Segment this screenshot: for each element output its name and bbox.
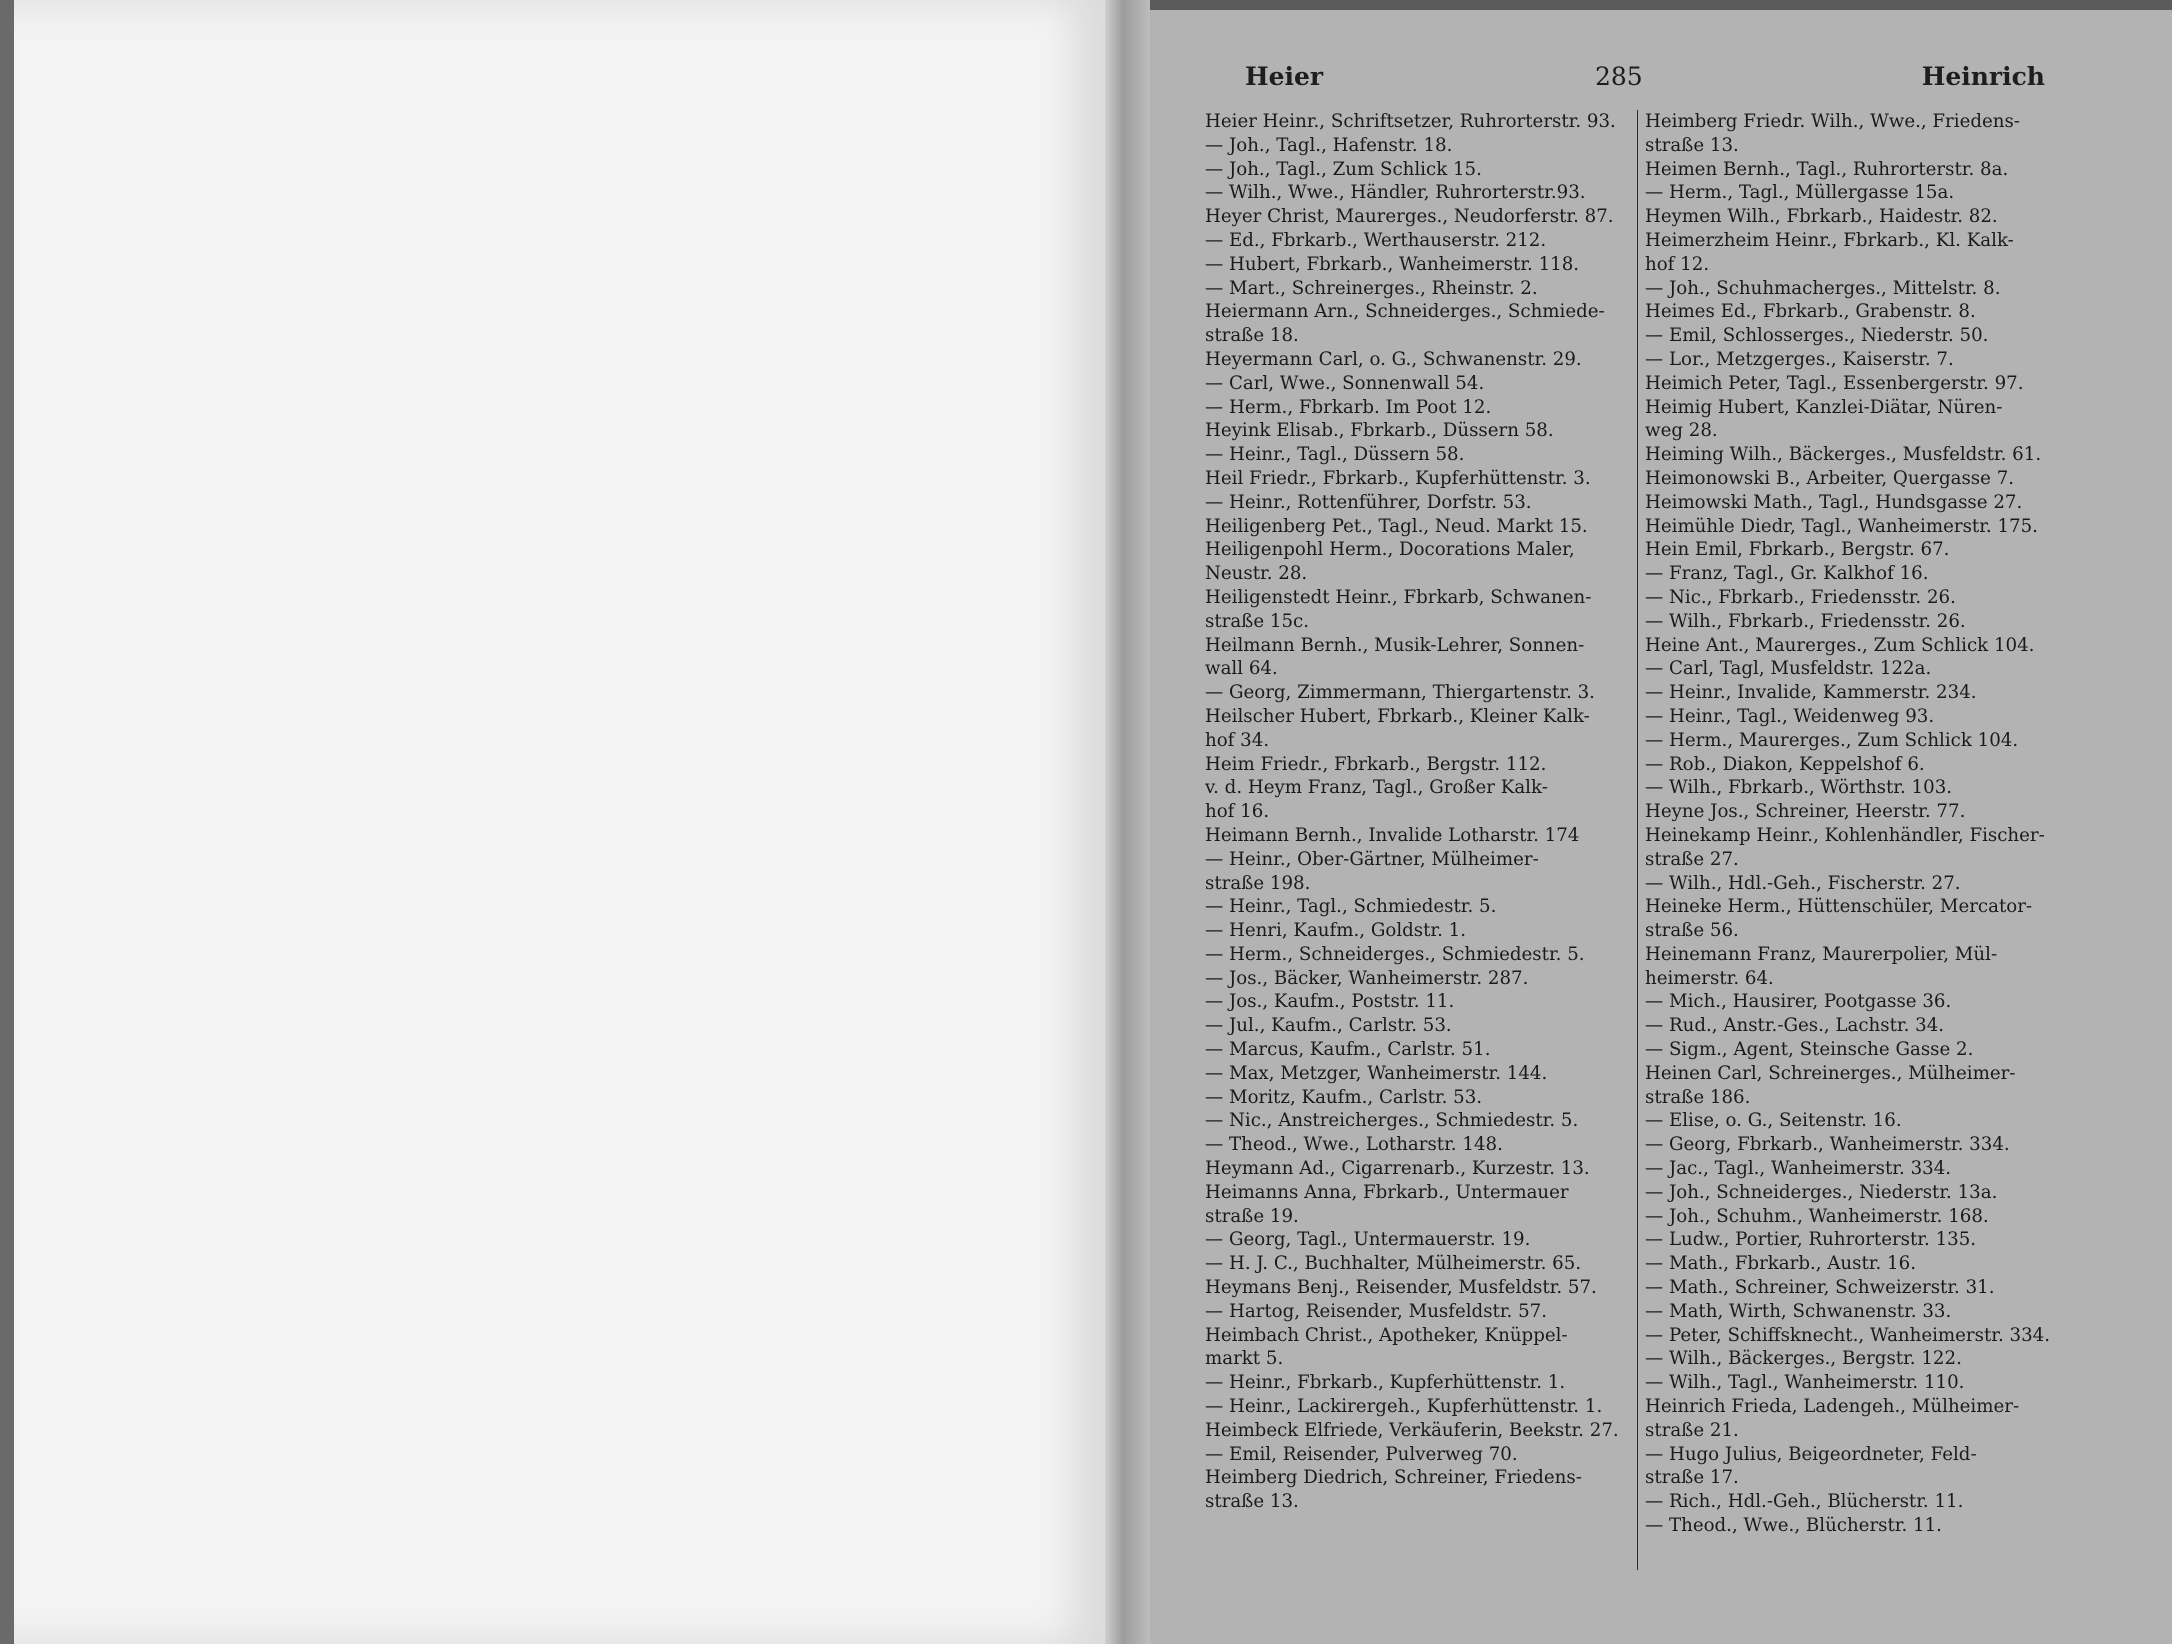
directory-entry-line: — Lor., Metzgerges., Kaiserstr. 7. xyxy=(1645,348,1954,370)
directory-entry-line: — Jac., Tagl., Wanheimerstr. 334. xyxy=(1645,1158,1952,1180)
directory-entry-line: straße 19. xyxy=(1205,1205,1299,1227)
directory-entry-line: — Emil, Schlosserges., Niederstr. 50. xyxy=(1645,325,1989,347)
directory-entry-line: Heiligenstedt Heinr., Fbrkarb, Schwanen- xyxy=(1205,586,1592,608)
directory-entry-line: — Math., Schreiner, Schweizerstr. 31. xyxy=(1645,1277,1995,1299)
header-right-keyword: Heinrich xyxy=(1921,62,2045,91)
directory-entry-line: — Mart., Schreinerges., Rheinstr. 2. xyxy=(1205,277,1538,299)
directory-entry-line: Heimich Peter, Tagl., Essenbergerstr. 97. xyxy=(1645,372,2024,394)
page-number: 285 xyxy=(1595,62,1643,91)
directory-entry-line: Heinen Carl, Schreinerges., Mülheimer- xyxy=(1645,1062,2016,1084)
directory-entry-line: Heinrich Frieda, Ladengeh., Mülheimer- xyxy=(1645,1396,2020,1418)
directory-entry-line: straße 21. xyxy=(1645,1419,1739,1441)
directory-entry-line: Heimbeck Elfriede, Verkäuferin, Beekstr. 27. xyxy=(1205,1419,1619,1441)
directory-entry-line: Heimes Ed., Fbrkarb., Grabenstr. 8. xyxy=(1645,301,1976,323)
directory-entry-line: — Joh., Tagl., Zum Schlick 15. xyxy=(1205,158,1482,180)
directory-entry-line: straße 17. xyxy=(1645,1467,1739,1489)
directory-entry-line: straße 56. xyxy=(1645,920,1739,942)
directory-entry-line: Heiermann Arn., Schneiderges., Schmiede- xyxy=(1205,301,1605,323)
directory-entry-line: heimerstr. 64. xyxy=(1645,967,1774,989)
directory-entry-line: Heineke Herm., Hüttenschüler, Mercator- xyxy=(1645,896,2033,918)
directory-entry-line: Heiligenpohl Herm., Docorations Maler, xyxy=(1205,539,1575,561)
directory-entry-line: — Max, Metzger, Wanheimerstr. 144. xyxy=(1205,1062,1548,1084)
directory-entry-line: straße 18. xyxy=(1205,325,1299,347)
directory-entry-line: wall 64. xyxy=(1205,658,1278,680)
directory-entry-line: — Emil, Reisender, Pulverweg 70. xyxy=(1205,1443,1518,1465)
directory-entry-line: — Mich., Hausirer, Pootgasse 36. xyxy=(1645,991,1952,1013)
directory-entry-line: — Joh., Tagl., Hafenstr. 18. xyxy=(1205,134,1453,156)
directory-entry-line: — Herm., Tagl., Müllergasse 15a. xyxy=(1645,182,1955,204)
directory-entry-line: hof 34. xyxy=(1205,729,1270,751)
directory-entry-line: Heimerzheim Heinr., Fbrkarb., Kl. Kalk- xyxy=(1645,229,2014,251)
directory-entry-line: Heimowski Math., Tagl., Hundsgasse 27. xyxy=(1645,491,2023,513)
directory-entry-line: — Georg, Zimmermann, Thiergartenstr. 3. xyxy=(1205,682,1595,704)
directory-entry-line: — Moritz, Kaufm., Carlstr. 53. xyxy=(1205,1086,1483,1108)
directory-entry-line: Heinekamp Heinr., Kohlenhändler, Fischer- xyxy=(1645,824,2045,846)
directory-entry-line: — Hubert, Fbrkarb., Wanheimerstr. 118. xyxy=(1205,253,1580,275)
directory-entry-line: — Heinr., Tagl., Schmiedestr. 5. xyxy=(1205,896,1497,918)
directory-entry-line: — Wilh., Hdl.-Geh., Fischerstr. 27. xyxy=(1645,872,1961,894)
directory-entry-line: Heymen Wilh., Fbrkarb., Haidestr. 82. xyxy=(1645,206,1998,228)
directory-entry-line: — Math, Wirth, Schwanenstr. 33. xyxy=(1645,1300,1952,1322)
page-header xyxy=(1245,62,2045,102)
directory-entry-line: — Sigm., Agent, Steinsche Gasse 2. xyxy=(1645,1039,1974,1061)
directory-entry-line: — Rob., Diakon, Keppelshof 6. xyxy=(1645,753,1925,775)
directory-entry-line: — Theod., Wwe., Blücherstr. 11. xyxy=(1645,1515,1942,1537)
directory-entry-line: — Carl, Wwe., Sonnenwall 54. xyxy=(1205,372,1485,394)
column-divider xyxy=(1637,110,1638,1570)
directory-entry-line: — Wilh., Fbrkarb., Friedensstr. 26. xyxy=(1645,610,1966,632)
book-edge xyxy=(0,0,14,1644)
directory-entry-line: — Carl, Tagl, Musfeldstr. 122a. xyxy=(1645,658,1932,680)
directory-entry-line: — Heinr., Tagl., Weidenweg 93. xyxy=(1645,705,1935,727)
directory-entry-line: Neustr. 28. xyxy=(1205,563,1308,585)
directory-entry-line: — Wilh., Wwe., Händler, Ruhrorterstr.93. xyxy=(1205,182,1586,204)
directory-entry-line: — Wilh., Tagl., Wanheimerstr. 110. xyxy=(1645,1372,1965,1394)
directory-entry-line: — Jos., Bäcker, Wanheimerstr. 287. xyxy=(1205,967,1529,989)
directory-entry-line: Heimanns Anna, Fbrkarb., Untermauer xyxy=(1205,1181,1569,1203)
directory-entry-line: — Ludw., Portier, Ruhrorterstr. 135. xyxy=(1645,1229,1977,1251)
directory-entry-line: Heyink Elisab., Fbrkarb., Düssern 58. xyxy=(1205,420,1554,442)
directory-entry-line: Heimig Hubert, Kanzlei-Diätar, Nüren- xyxy=(1645,396,2003,418)
directory-entry-line: — Joh., Schuhmacherges., Mittelstr. 8. xyxy=(1645,277,2001,299)
directory-entry-line: — Jul., Kaufm., Carlstr. 53. xyxy=(1205,1015,1452,1037)
directory-entry-line: — Heinr., Lackirergeh., Kupferhüttenstr. 1. xyxy=(1205,1396,1603,1418)
directory-entry-line: — Hugo Julius, Beigeordneter, Feld- xyxy=(1645,1443,1977,1465)
directory-entry-line: — Wilh., Fbrkarb., Wörthstr. 103. xyxy=(1645,777,1953,799)
directory-entry-line: Heinemann Franz, Maurerpolier, Mül- xyxy=(1645,943,1998,965)
directory-entry-line: Heyne Jos., Schreiner, Heerstr. 77. xyxy=(1645,801,1966,823)
left-column xyxy=(1205,110,1640,1514)
directory-entry-line: — Rud., Anstr.-Ges., Lachstr. 34. xyxy=(1645,1015,1945,1037)
directory-entry-line: Heyer Christ, Maurerges., Neudorferstr. 87. xyxy=(1205,206,1614,228)
directory-entry-line: — Joh., Schneiderges., Niederstr. 13a. xyxy=(1645,1181,1998,1203)
directory-entry-line: Heiligenberg Pet., Tagl., Neud. Markt 15. xyxy=(1205,515,1588,537)
directory-entry-line: — Hartog, Reisender, Musfeldstr. 57. xyxy=(1205,1300,1548,1322)
directory-entry-line: weg 28. xyxy=(1645,420,1718,442)
directory-entry-line: — Georg, Tagl., Untermauerstr. 19. xyxy=(1205,1229,1531,1251)
directory-entry-line: hof 12. xyxy=(1645,253,1710,275)
directory-entry-line: Heilmann Bernh., Musik-Lehrer, Sonnen- xyxy=(1205,634,1585,656)
directory-entry-line: — Nic., Fbrkarb., Friedensstr. 26. xyxy=(1645,586,1956,608)
directory-entry-line: Heim Friedr., Fbrkarb., Bergstr. 112. xyxy=(1205,753,1547,775)
directory-entry-line: Heimberg Diedrich, Schreiner, Friedens- xyxy=(1205,1467,1582,1489)
directory-entry-line: — Georg, Fbrkarb., Wanheimerstr. 334. xyxy=(1645,1134,2010,1156)
directory-page xyxy=(1150,10,2172,1644)
directory-entry-line: Hein Emil, Fbrkarb., Bergstr. 67. xyxy=(1645,539,1950,561)
directory-entry-line: Heimbach Christ., Apotheker, Knüppel- xyxy=(1205,1324,1568,1346)
directory-entry-line: Heymans Benj., Reisender, Musfeldstr. 57. xyxy=(1205,1277,1597,1299)
directory-entry-line: — Theod., Wwe., Lotharstr. 148. xyxy=(1205,1134,1503,1156)
directory-entry-line: straße 186. xyxy=(1645,1086,1751,1108)
directory-entry-line: hof 16. xyxy=(1205,801,1270,823)
right-column xyxy=(1645,110,2115,1538)
directory-entry-line: — Peter, Schiffsknecht., Wanheimerstr. 334. xyxy=(1645,1324,2051,1346)
directory-entry-line: — H. J. C., Buchhalter, Mülheimerstr. 65. xyxy=(1205,1253,1582,1275)
directory-entry-line: — Elise, o. G., Seitenstr. 16. xyxy=(1645,1110,1902,1132)
directory-entry-line: straße 15c. xyxy=(1205,610,1309,632)
directory-entry-line: Heimann Bernh., Invalide Lotharstr. 174 xyxy=(1205,824,1580,846)
directory-entry-line: — Heinr., Ober-Gärtner, Mülheimer- xyxy=(1205,848,1539,870)
directory-entry-line: — Henri, Kaufm., Goldstr. 1. xyxy=(1205,920,1467,942)
directory-entry-line: straße 27. xyxy=(1645,848,1739,870)
directory-entry-line: Heimen Bernh., Tagl., Ruhrorterstr. 8a. xyxy=(1645,158,2009,180)
directory-entry-line: — Herm., Schneiderges., Schmiedestr. 5. xyxy=(1205,943,1585,965)
directory-entry-line: — Herm., Fbrkarb. Im Poot 12. xyxy=(1205,396,1492,418)
directory-entry-line: Heyermann Carl, o. G., Schwanenstr. 29. xyxy=(1205,348,1582,370)
directory-entry-line: Heimonowski B., Arbeiter, Quergasse 7. xyxy=(1645,467,2015,489)
directory-entry-line: — Math., Fbrkarb., Austr. 16. xyxy=(1645,1253,1916,1275)
directory-entry-line: Heimberg Friedr. Wilh., Wwe., Friedens- xyxy=(1645,111,2020,132)
directory-entry-line: — Marcus, Kaufm., Carlstr. 51. xyxy=(1205,1039,1491,1061)
directory-entry-line: Heilscher Hubert, Fbrkarb., Kleiner Kalk- xyxy=(1205,705,1590,727)
directory-entry-line: — Heinr., Tagl., Düssern 58. xyxy=(1205,444,1465,466)
directory-entry-line: v. d. Heym Franz, Tagl., Großer Kalk- xyxy=(1205,777,1548,799)
directory-entry-line: — Jos., Kaufm., Poststr. 11. xyxy=(1205,991,1455,1013)
directory-entry-line: straße 13. xyxy=(1205,1491,1299,1513)
directory-entry-line: markt 5. xyxy=(1205,1348,1284,1370)
directory-entry-line: Heier Heinr., Schriftsetzer, Ruhrorterstr. 93. xyxy=(1205,111,1616,132)
directory-entry-line: Heiming Wilh., Bäckerges., Musfeldstr. 61. xyxy=(1645,444,2042,466)
directory-entry-line: — Rich., Hdl.-Geh., Blücherstr. 11. xyxy=(1645,1491,1964,1513)
directory-entry-line: Heine Ant., Maurerges., Zum Schlick 104. xyxy=(1645,634,2035,656)
directory-entry-line: — Herm., Maurerges., Zum Schlick 104. xyxy=(1645,729,2019,751)
header-left-keyword: Heier xyxy=(1245,62,1324,91)
directory-entry-line: Heil Friedr., Fbrkarb., Kupferhüttenstr. 3. xyxy=(1205,467,1591,489)
directory-entry-line: — Heinr., Invalide, Kammerstr. 234. xyxy=(1645,682,1977,704)
directory-entry-line: Heimühle Diedr, Tagl., Wanheimerstr. 175. xyxy=(1645,515,2038,537)
directory-entry-line: — Nic., Anstreicherges., Schmiedestr. 5. xyxy=(1205,1110,1579,1132)
directory-entry-line: — Heinr., Fbrkarb., Kupferhüttenstr. 1. xyxy=(1205,1372,1566,1394)
directory-entry-line: straße 198. xyxy=(1205,872,1311,894)
book-gutter xyxy=(1105,0,1150,1644)
directory-entry-line: — Franz, Tagl., Gr. Kalkhof 16. xyxy=(1645,563,1929,585)
directory-entry-line: — Wilh., Bäckerges., Bergstr. 122. xyxy=(1645,1348,1962,1370)
directory-entry-line: — Ed., Fbrkarb., Werthauserstr. 212. xyxy=(1205,229,1547,251)
directory-entry-line: — Heinr., Rottenführer, Dorfstr. 53. xyxy=(1205,491,1532,513)
directory-entry-line: straße 13. xyxy=(1645,134,1739,156)
directory-entry-line: — Joh., Schuhm., Wanheimerstr. 168. xyxy=(1645,1205,1989,1227)
directory-entry-line: Heymann Ad., Cigarrenarb., Kurzestr. 13. xyxy=(1205,1158,1590,1180)
